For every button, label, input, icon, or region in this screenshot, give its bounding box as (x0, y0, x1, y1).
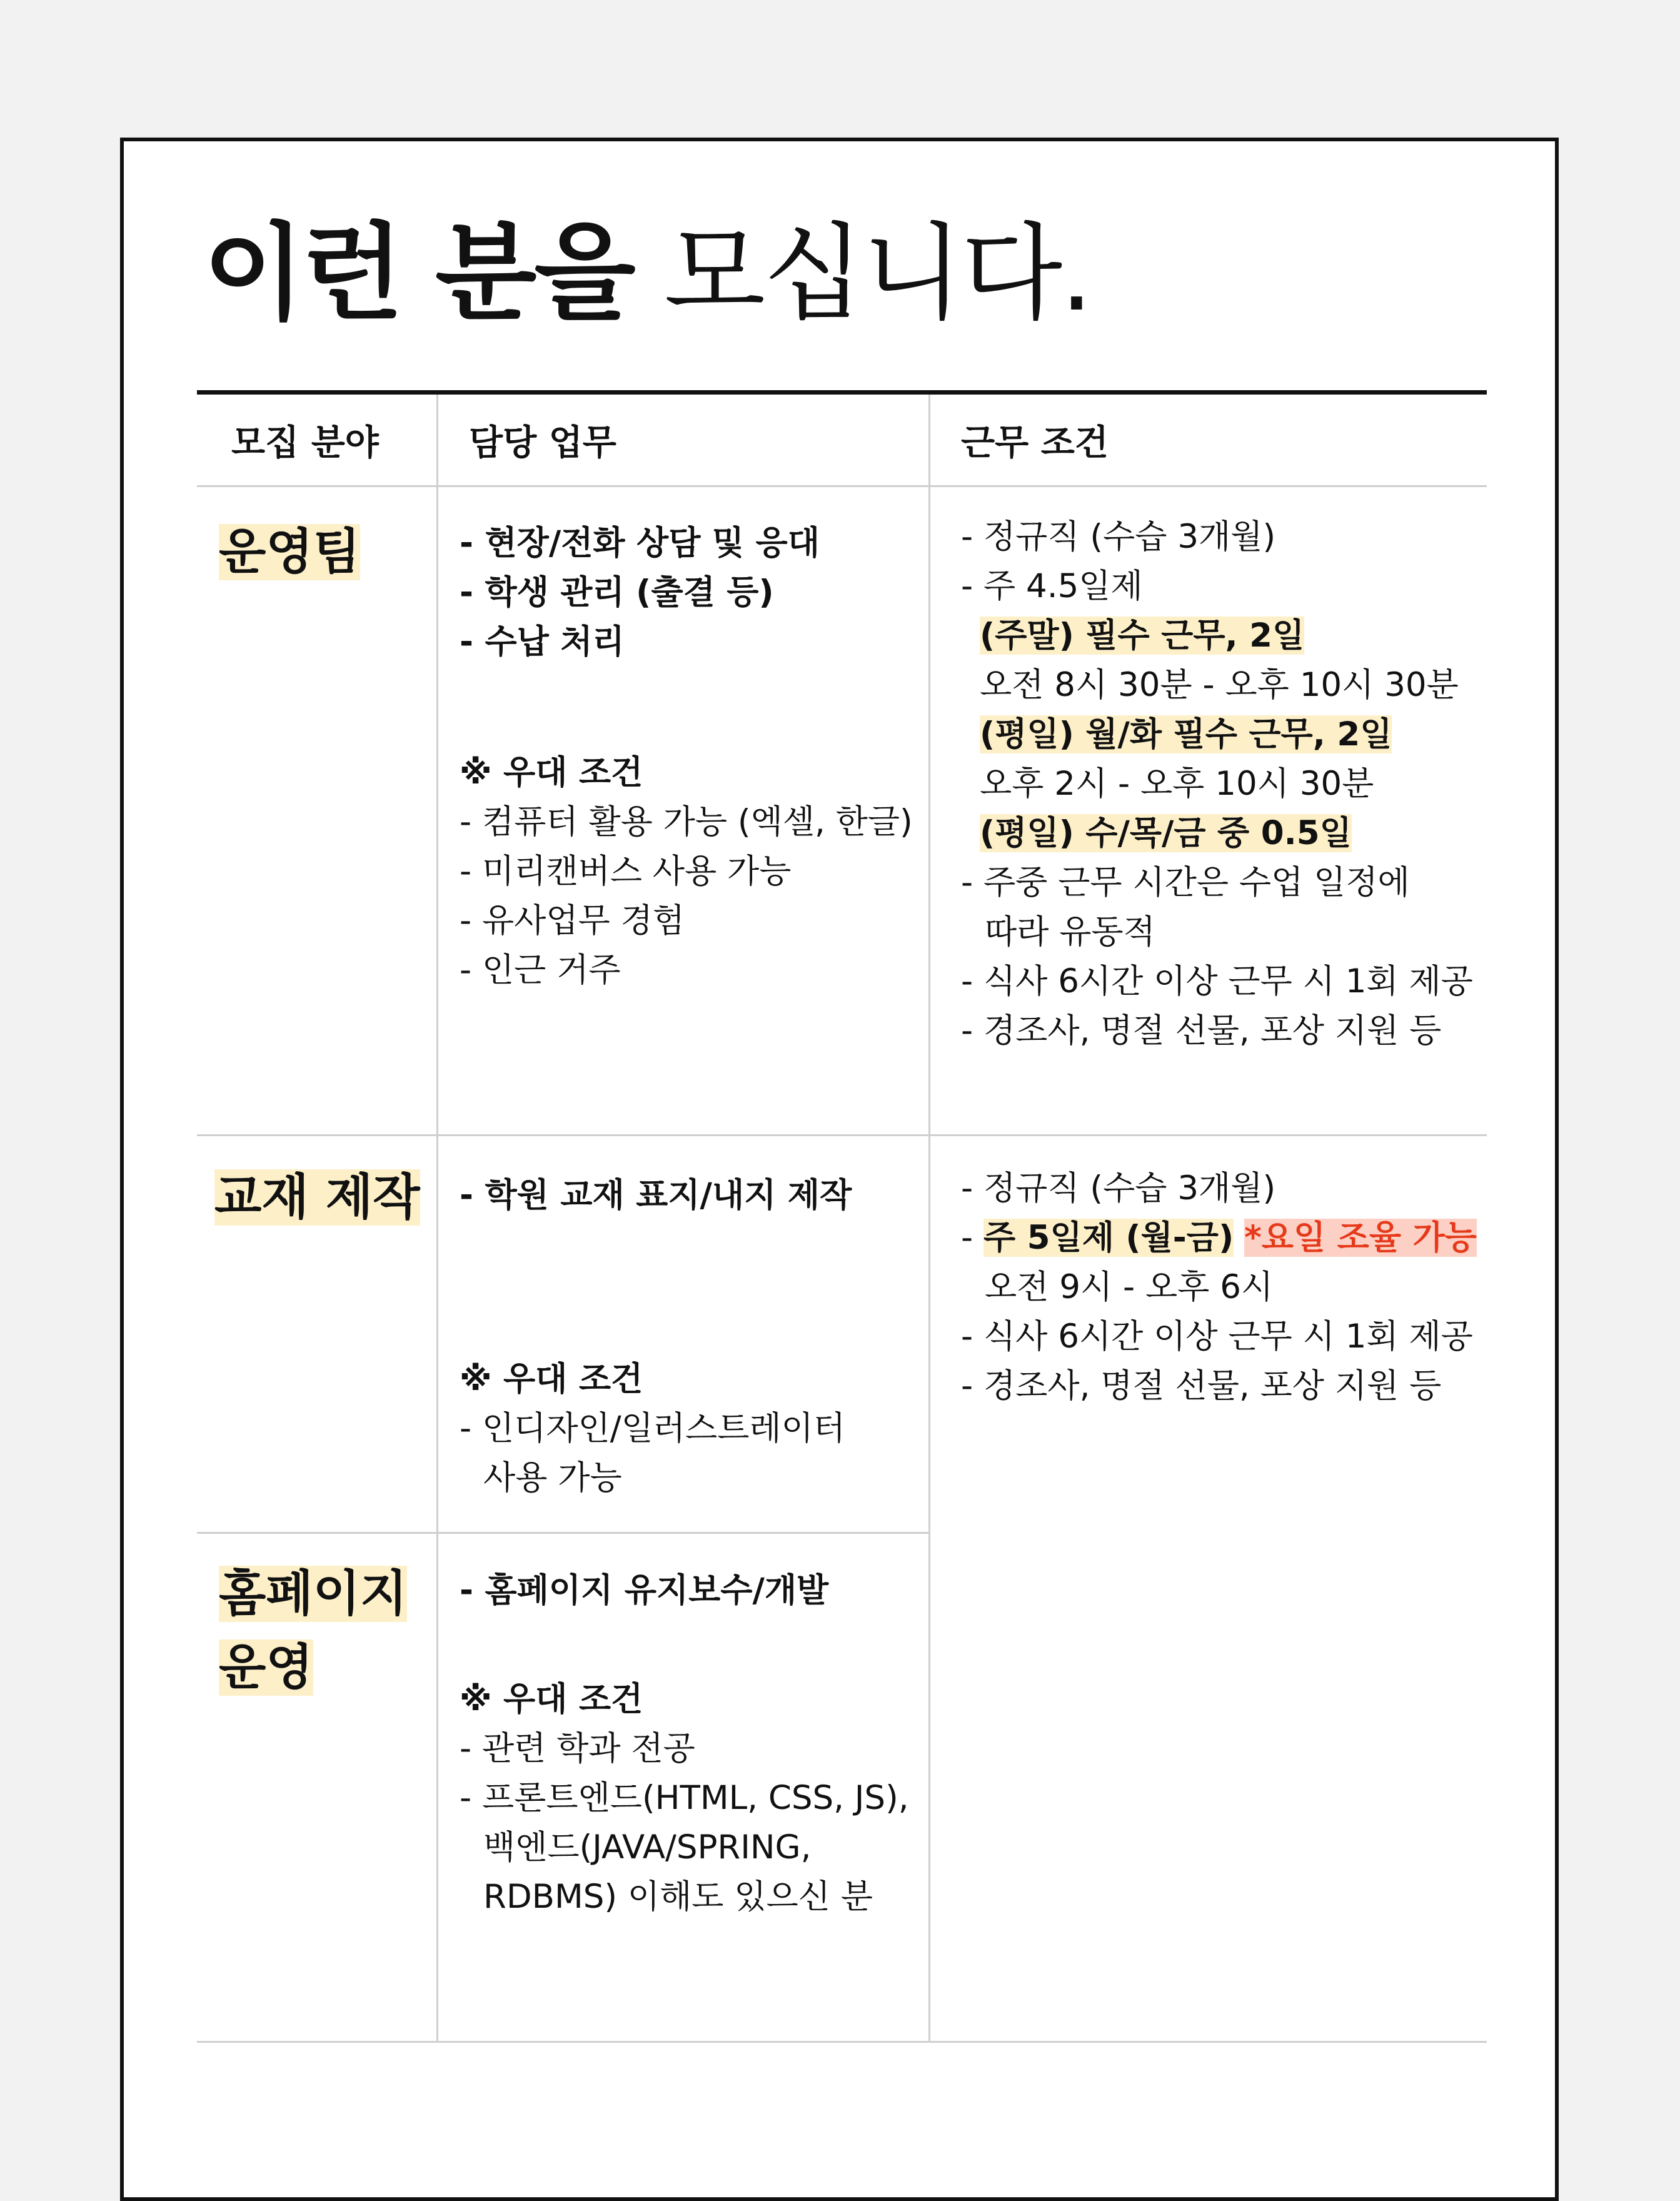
title-bold: 이런 분을 (203, 212, 633, 335)
condition-item: - 식사 6시간 이상 근무 시 1회 제공 (961, 962, 1473, 1000)
header-duty: 담당 업무 (469, 423, 616, 463)
operations-conditions (961, 512, 1473, 1055)
category-operations (219, 515, 360, 589)
pref-item: - 컴퓨터 활용 가능 (엑셀, 한글) (460, 803, 913, 841)
table-top-rule (197, 390, 1487, 395)
duty-item: - 학원 교재 표지/내지 제작 (460, 1176, 852, 1214)
pref-title: ※ 우대 조건 (460, 753, 643, 792)
condition-five-day: 주 5일제 (월-금) (983, 1219, 1234, 1257)
page-title (203, 212, 1091, 335)
condition-item: 오전 8시 30분 - 오후 10시 30분 (980, 666, 1459, 704)
condition-item: - 주 4.5일제 (961, 567, 1143, 605)
pref-item: - 미리캔버스 사용 가능 (460, 852, 792, 890)
category-textbook (214, 1161, 420, 1234)
pref-item: - 관련 학과 전공 (460, 1730, 695, 1768)
category-homepage-line2: 운영 (219, 1639, 313, 1696)
pref-item: 백엔드(JAVA/SPRING, (483, 1828, 812, 1866)
textbook-duties (460, 1171, 852, 1503)
operations-duties (460, 518, 913, 995)
condition-dash: - (961, 1219, 983, 1257)
condition-adjustable: *요일 조율 가능 (1244, 1219, 1477, 1257)
condition-item: - 주중 근무 시간은 수업 일정에 (961, 864, 1410, 902)
condition-weekend: (주말) 필수 근무, 2일 (980, 617, 1305, 655)
column-divider-1 (436, 395, 438, 2041)
category-homepage (219, 1557, 407, 1705)
pref-item: RDBMS) 이해도 있으신 분 (483, 1878, 873, 1916)
condition-weekday-required: (평일) 월/화 필수 근무, 2일 (980, 715, 1392, 753)
pref-item: - 프론트엔드(HTML, CSS, JS), (460, 1779, 909, 1817)
category-textbook-label: 교재 제작 (214, 1169, 420, 1226)
pref-item: - 인디자인/일러스트레이터 (460, 1409, 846, 1448)
condition-item: 오전 9시 - 오후 6시 (985, 1268, 1274, 1306)
pref-item: - 유사업무 경험 (460, 902, 685, 940)
category-operations-label: 운영팀 (219, 524, 361, 580)
condition-weekday-half: (평일) 수/목/금 중 0.5일 (980, 814, 1352, 852)
header-divider (197, 485, 1487, 487)
row-divider-1 (197, 1134, 1487, 1136)
duty-item: - 현장/전화 상담 및 응대 (460, 524, 820, 562)
duty-item: - 학생 관리 (출결 등) (460, 573, 774, 612)
column-divider-2 (928, 395, 930, 2041)
condition-item: - 정규직 (수습 3개월) (961, 1169, 1276, 1207)
recruitment-table (197, 390, 1487, 2044)
header-condition: 근무 조건 (961, 423, 1109, 463)
header-field: 모집 분야 (231, 423, 379, 463)
condition-item: 오후 2시 - 오후 10시 30분 (980, 765, 1374, 803)
condition-item: - 경조사, 명절 선물, 포상 지원 등 (961, 1367, 1442, 1405)
duty-item: - 수납 처리 (460, 623, 625, 661)
pref-title: ※ 우대 조건 (460, 1680, 643, 1718)
pref-title: ※ 우대 조건 (460, 1360, 643, 1398)
pref-item: 사용 가능 (483, 1459, 622, 1497)
pref-item: - 인근 거주 (460, 951, 621, 989)
table-bottom-rule (197, 2041, 1487, 2043)
shared-conditions (961, 1164, 1477, 1411)
duty-item: - 홈페이지 유지보수/개발 (460, 1571, 829, 1609)
condition-item: - 정규직 (수습 3개월) (961, 518, 1276, 556)
row-divider-2 (197, 1532, 928, 1534)
category-homepage-line1: 홈페이지 (219, 1566, 408, 1622)
homepage-duties (460, 1566, 909, 1921)
title-light: 모십니다. (633, 212, 1091, 335)
condition-item: - 경조사, 명절 선물, 포상 지원 등 (961, 1012, 1442, 1050)
condition-item: 따라 유동적 (985, 913, 1155, 951)
condition-item: - 식사 6시간 이상 근무 시 1회 제공 (961, 1317, 1473, 1356)
